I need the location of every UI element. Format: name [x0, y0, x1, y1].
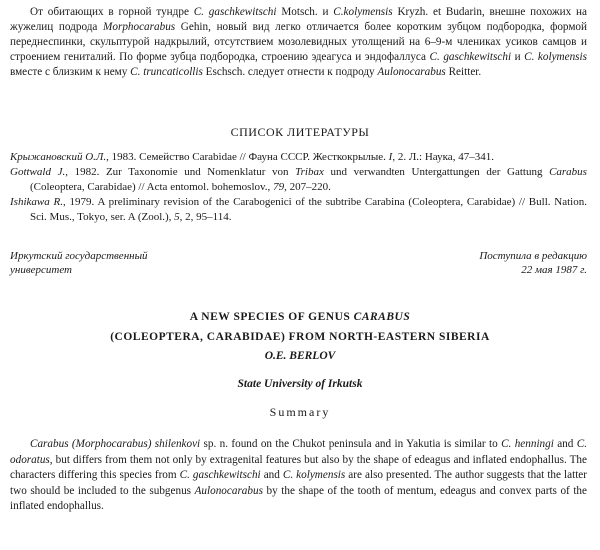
- summary-text: and: [553, 438, 577, 450]
- author-affiliation: [10, 249, 210, 277]
- subgenus-name: Aulonocarabus: [377, 66, 446, 78]
- intro-text: Kryzh. et Budarin, внешне похожих на жужелиц подрода: [10, 6, 587, 33]
- title-text: A NEW SPECIES OF GENUS: [189, 311, 354, 323]
- genus-name: Carabus: [549, 166, 587, 178]
- reference-text: , 207–220.: [284, 181, 331, 193]
- reference-text: , 1983. Семейство Carabidae // Фауна СССР. Жесткокрылые.: [106, 151, 389, 163]
- species-name: C. henningi: [501, 438, 554, 450]
- species-name: C. gaschkewitschi: [179, 469, 261, 481]
- received-label: Поступила в редакцию: [479, 250, 587, 262]
- title-genus: CARABUS: [353, 311, 411, 323]
- species-name: C. gaschkewitschi: [429, 51, 512, 63]
- intro-text: и: [511, 51, 525, 63]
- species-name: C. truncaticollis: [130, 66, 203, 78]
- subgenus-name: Morphocarabus: [103, 21, 176, 33]
- summary-text: and: [260, 469, 283, 481]
- received-date-value: 22 мая 1987 г.: [521, 264, 587, 276]
- reference-text: , 2. Л.: Наука, 47–341.: [392, 151, 494, 163]
- title-line: (COLEOPTERA, CARABIDAE) FROM NORTH-EASTERN SIBERIA: [110, 331, 490, 343]
- summary-text: , but differs from them not only by extragenital features but also by the shape of edeagus and inflated endophallus. The characters differing this species from: [10, 453, 587, 481]
- reference-text: , 1982. Zur Taxonomie und Nomenklatur von: [65, 166, 296, 178]
- title-line: [0, 307, 600, 327]
- references-heading: СПИСОК ЛИТЕРАТУРЫ: [230, 125, 370, 139]
- received-date: [387, 249, 587, 277]
- reference-item: [10, 150, 587, 165]
- reference-volume: I: [388, 151, 393, 163]
- subgenus-name: Aulonocarabus: [194, 484, 263, 497]
- reference-item: [10, 165, 587, 195]
- species-name: C. odoratus: [10, 438, 587, 466]
- reference-item: [10, 195, 587, 225]
- summary-paragraph: [10, 437, 587, 515]
- reference-text: , 1979. A preliminary revision of the Carabogenici of the subtribe Carabina (Coleoptera, Carabidae) // Bull. Nation. Sci. Mus., Tokyo, ser. A (Zool.),: [30, 196, 587, 223]
- summary-text: are also presented. The author suggests that the latter two should be included to the subgenus: [10, 469, 587, 497]
- reference-author: Gottwald J.: [10, 166, 66, 178]
- reference-author: Ishikawa R.: [10, 196, 63, 208]
- author-name: O.E. BERLOV: [264, 350, 336, 362]
- intro-text: От обитающих в горной тундре: [30, 6, 194, 18]
- affiliation-line: Иркутский государственный: [10, 250, 148, 262]
- reference-volume: 5: [174, 211, 180, 223]
- summary-heading: Summary: [269, 405, 331, 419]
- reference-volume: 79: [273, 181, 285, 193]
- intro-text: вместе с близким к нему: [10, 66, 131, 78]
- species-name: C.kolymensis: [333, 6, 393, 18]
- species-name: C. gaschkewitschi: [193, 6, 277, 18]
- genus-name: Tribax: [295, 166, 324, 178]
- species-name: Carabus (Morphocarabus) shilenkovi: [30, 438, 201, 450]
- reference-text: , 2, 95–114.: [179, 211, 232, 223]
- reference-author: Крыжановский О.Л.: [10, 151, 107, 163]
- university-name: State University of Irkutsk: [237, 378, 363, 390]
- english-title: [0, 307, 600, 347]
- reference-text: und verwandten Untergattungen der Gattung: [323, 166, 550, 178]
- affiliation-line: университет: [10, 264, 73, 276]
- intro-text: Eschsch. следует отнести к подроду: [202, 66, 378, 78]
- intro-paragraph: [10, 5, 587, 80]
- intro-text: Gehin, новый вид легко отличается более коротким зубцом подбородка, формой переднеспинки, скульптурой надкрылий, отсутствием мозолевидных утолщений на 6–9-м члениках усиков самцов и строением гениталий. По форме зубца подбородка, строению эдеагуса и эндофаллуса: [10, 21, 587, 63]
- species-name: C. kolymensis: [282, 469, 346, 481]
- reference-text: (Coleoptera, Carabidae) // Acta entomol. bohemoslov.,: [30, 181, 274, 193]
- intro-text: Reitter.: [445, 66, 482, 78]
- intro-text: Motsch. и: [276, 6, 334, 18]
- species-name: C. kolymensis: [524, 51, 587, 63]
- summary-text: by the shape of the tooth of mentum, edeagus and convex parts of the inflated endophallus.: [10, 484, 587, 512]
- summary-text: sp. n. found on the Chukot peninsula and in Yakutia is similar to: [200, 438, 502, 450]
- references-list: [10, 150, 587, 225]
